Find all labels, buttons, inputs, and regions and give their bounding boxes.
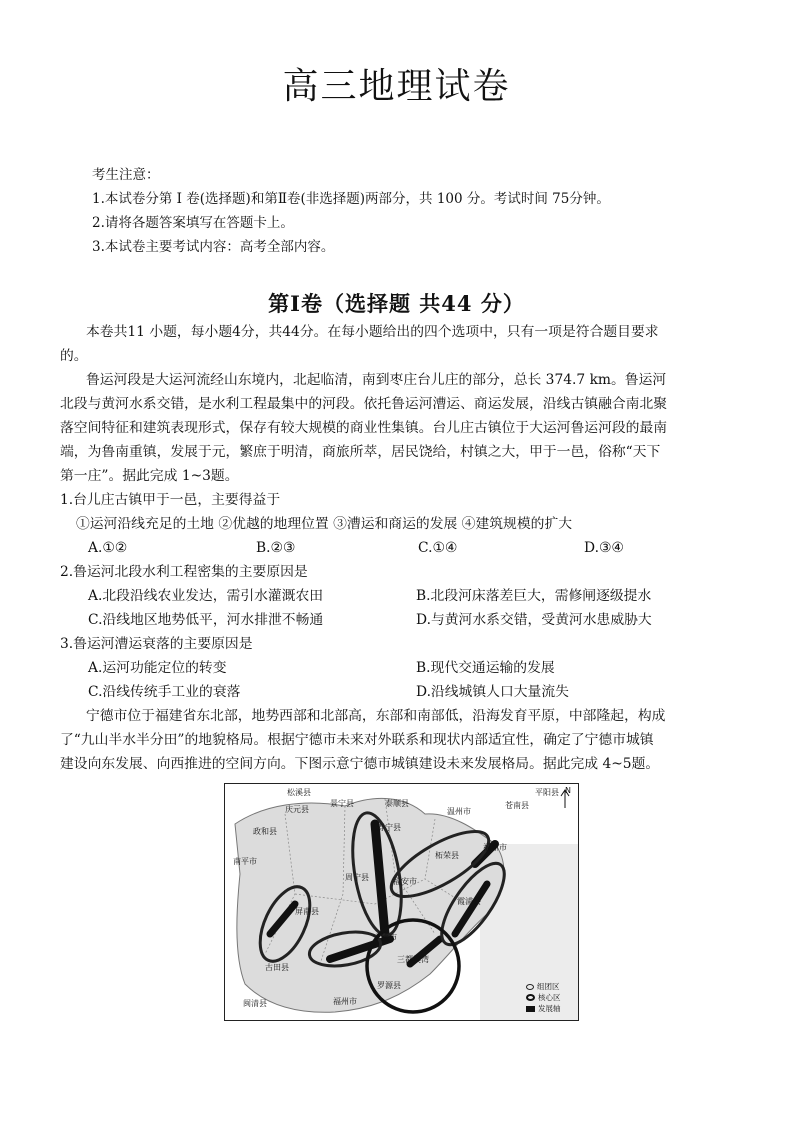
legend-label: 组团区 [537, 982, 560, 991]
option-d[interactable]: D.与黄河水系交错，受黄河水患威胁大 [416, 612, 652, 628]
map-label: 福州市 [333, 997, 357, 1006]
option-c[interactable]: C.沿线传统手工业的衰落 [88, 684, 241, 700]
option-c[interactable]: C.①④ [418, 540, 458, 556]
passage-line: 落空间特征和建筑表现形式，保存有较大规模的商业性集镇。台儿庄古镇位于大运河鲁运河段的最南 [60, 420, 668, 436]
question-stem: 3.鲁运河漕运衰落的主要原因是 [60, 636, 253, 652]
passage-line: 建设向东发展、向西推进的空间方向。下图示意宁德市城镇建设未来发展格局。据此完成 4~5题。 [60, 756, 660, 772]
passage-line: 第一庄”。据此完成 1~3题。 [60, 468, 239, 484]
option-a[interactable]: A.运河功能定位的转变 [88, 660, 227, 676]
map-label: 苍南县 [505, 801, 529, 810]
option-a[interactable]: A.①② [88, 540, 128, 556]
passage-line: 北段与黄河水系交错，是水利工程最集中的河段。依托鲁运河漕运、商运发展，沿线古镇融合南北聚 [60, 396, 668, 412]
core-legend-icon [526, 994, 535, 1001]
map-label: 福安市 [393, 877, 417, 886]
option-d[interactable]: D.沿线城镇人口大量流失 [416, 684, 569, 700]
notice-item: 3.本试卷主要考试内容：高考全部内容。 [92, 239, 335, 255]
legend-item [526, 981, 574, 992]
options-row [60, 656, 740, 680]
notice-item: 2.请将各题答案填写在答题卡上。 [92, 215, 294, 231]
map-label: 宁德市 [373, 933, 397, 942]
map-label: 屏南县 [295, 907, 319, 916]
ningde-development-map [224, 783, 579, 1021]
passage-line: 端，为鲁南重镇，发展于元，繁庶于明清，商旅所萃，居民饶给，村镇之大，甲于一邑，俗称“天下 [60, 444, 661, 460]
map-label: 政和县 [253, 827, 277, 836]
notice-title: 考生注意： [92, 167, 160, 183]
map-label: 庆元县 [285, 805, 309, 814]
section-intro-line: 的。 [60, 348, 88, 364]
map-label: 泰顺县 [385, 799, 409, 808]
legend-item [526, 992, 574, 1003]
cluster-legend-icon [526, 984, 534, 990]
notice-item: 1.本试卷分第 Ⅰ 卷(选择题)和第Ⅱ卷(非选择题)两部分，共 100 分。考试时间 75分钟。 [92, 191, 610, 207]
north-label: N [565, 786, 571, 795]
map-label: 霞浦县 [457, 897, 481, 906]
option-a[interactable]: A.北段沿线农业发达，需引水灌溉农田 [88, 588, 324, 604]
map-label: 温州市 [447, 807, 471, 816]
map-label: 古田县 [265, 963, 289, 972]
option-d[interactable]: D.③④ [584, 540, 624, 556]
question-stem: 2.鲁运河北段水利工程密集的主要原因是 [60, 564, 308, 580]
options-row [60, 608, 740, 632]
passage-line: 了“九山半水半分田”的地貌格局。根据宁德市未来对外联系和现状内部适宜性，确定了宁德市城镇 [60, 732, 654, 748]
options-row [60, 584, 740, 608]
options-row [60, 536, 740, 560]
map-label: 寿宁县 [377, 823, 401, 832]
exam-notice [92, 163, 610, 259]
passage-line: 鲁运河段是大运河流经山东境内，北起临清，南到枣庄台儿庄的部分，总长 374.7 km。鲁运河 [86, 372, 667, 388]
map-label: 罗源县 [377, 981, 401, 990]
legend-label: 发展轴 [538, 1004, 561, 1013]
map-legend [526, 981, 574, 1014]
exam-body [60, 320, 740, 776]
option-b[interactable]: B.北段河床落差巨大，需修闸逐级提水 [416, 588, 652, 604]
question-stem: 1.台儿庄古镇甲于一邑，主要得益于 [60, 492, 281, 508]
page-title: 高三地理试卷 [282, 66, 511, 107]
section-title: 第Ⅰ卷（选择题 共44 分） [268, 291, 525, 316]
map-label: 福鼎市 [483, 843, 507, 852]
map-label: 景宁县 [330, 799, 354, 808]
option-b[interactable]: B.②③ [256, 540, 296, 556]
map-label: 闽清县 [243, 999, 267, 1008]
option-b[interactable]: B.现代交通运输的发展 [416, 660, 555, 676]
section-intro-line: 本卷共11 小题，每小题4分，共44分。在每小题给出的四个选项中，只有一项是符合题目要求 [86, 324, 659, 340]
axis-legend-icon [526, 1006, 535, 1012]
map-label: 周宁县 [345, 873, 369, 882]
question-statements: ①运河沿线充足的土地 ②优越的地理位置 ③漕运和商运的发展 ④建筑规模的扩大 [76, 516, 573, 532]
option-c[interactable]: C.沿线地区地势低平，河水排泄不畅通 [88, 612, 324, 628]
map-label: 三都澳湾 [397, 955, 429, 964]
map-label: 松溪县 [287, 788, 311, 797]
options-row [60, 680, 740, 704]
map-label: 平阳县 [535, 788, 559, 797]
legend-label: 核心区 [538, 993, 561, 1002]
map-label: 南平市 [233, 857, 257, 866]
map-label: 柘荣县 [435, 851, 459, 860]
passage-line: 宁德市位于福建省东北部，地势西部和北部高，东部和南部低，沿海发育平原，中部隆起，构成 [86, 708, 666, 724]
legend-item [526, 1003, 574, 1014]
